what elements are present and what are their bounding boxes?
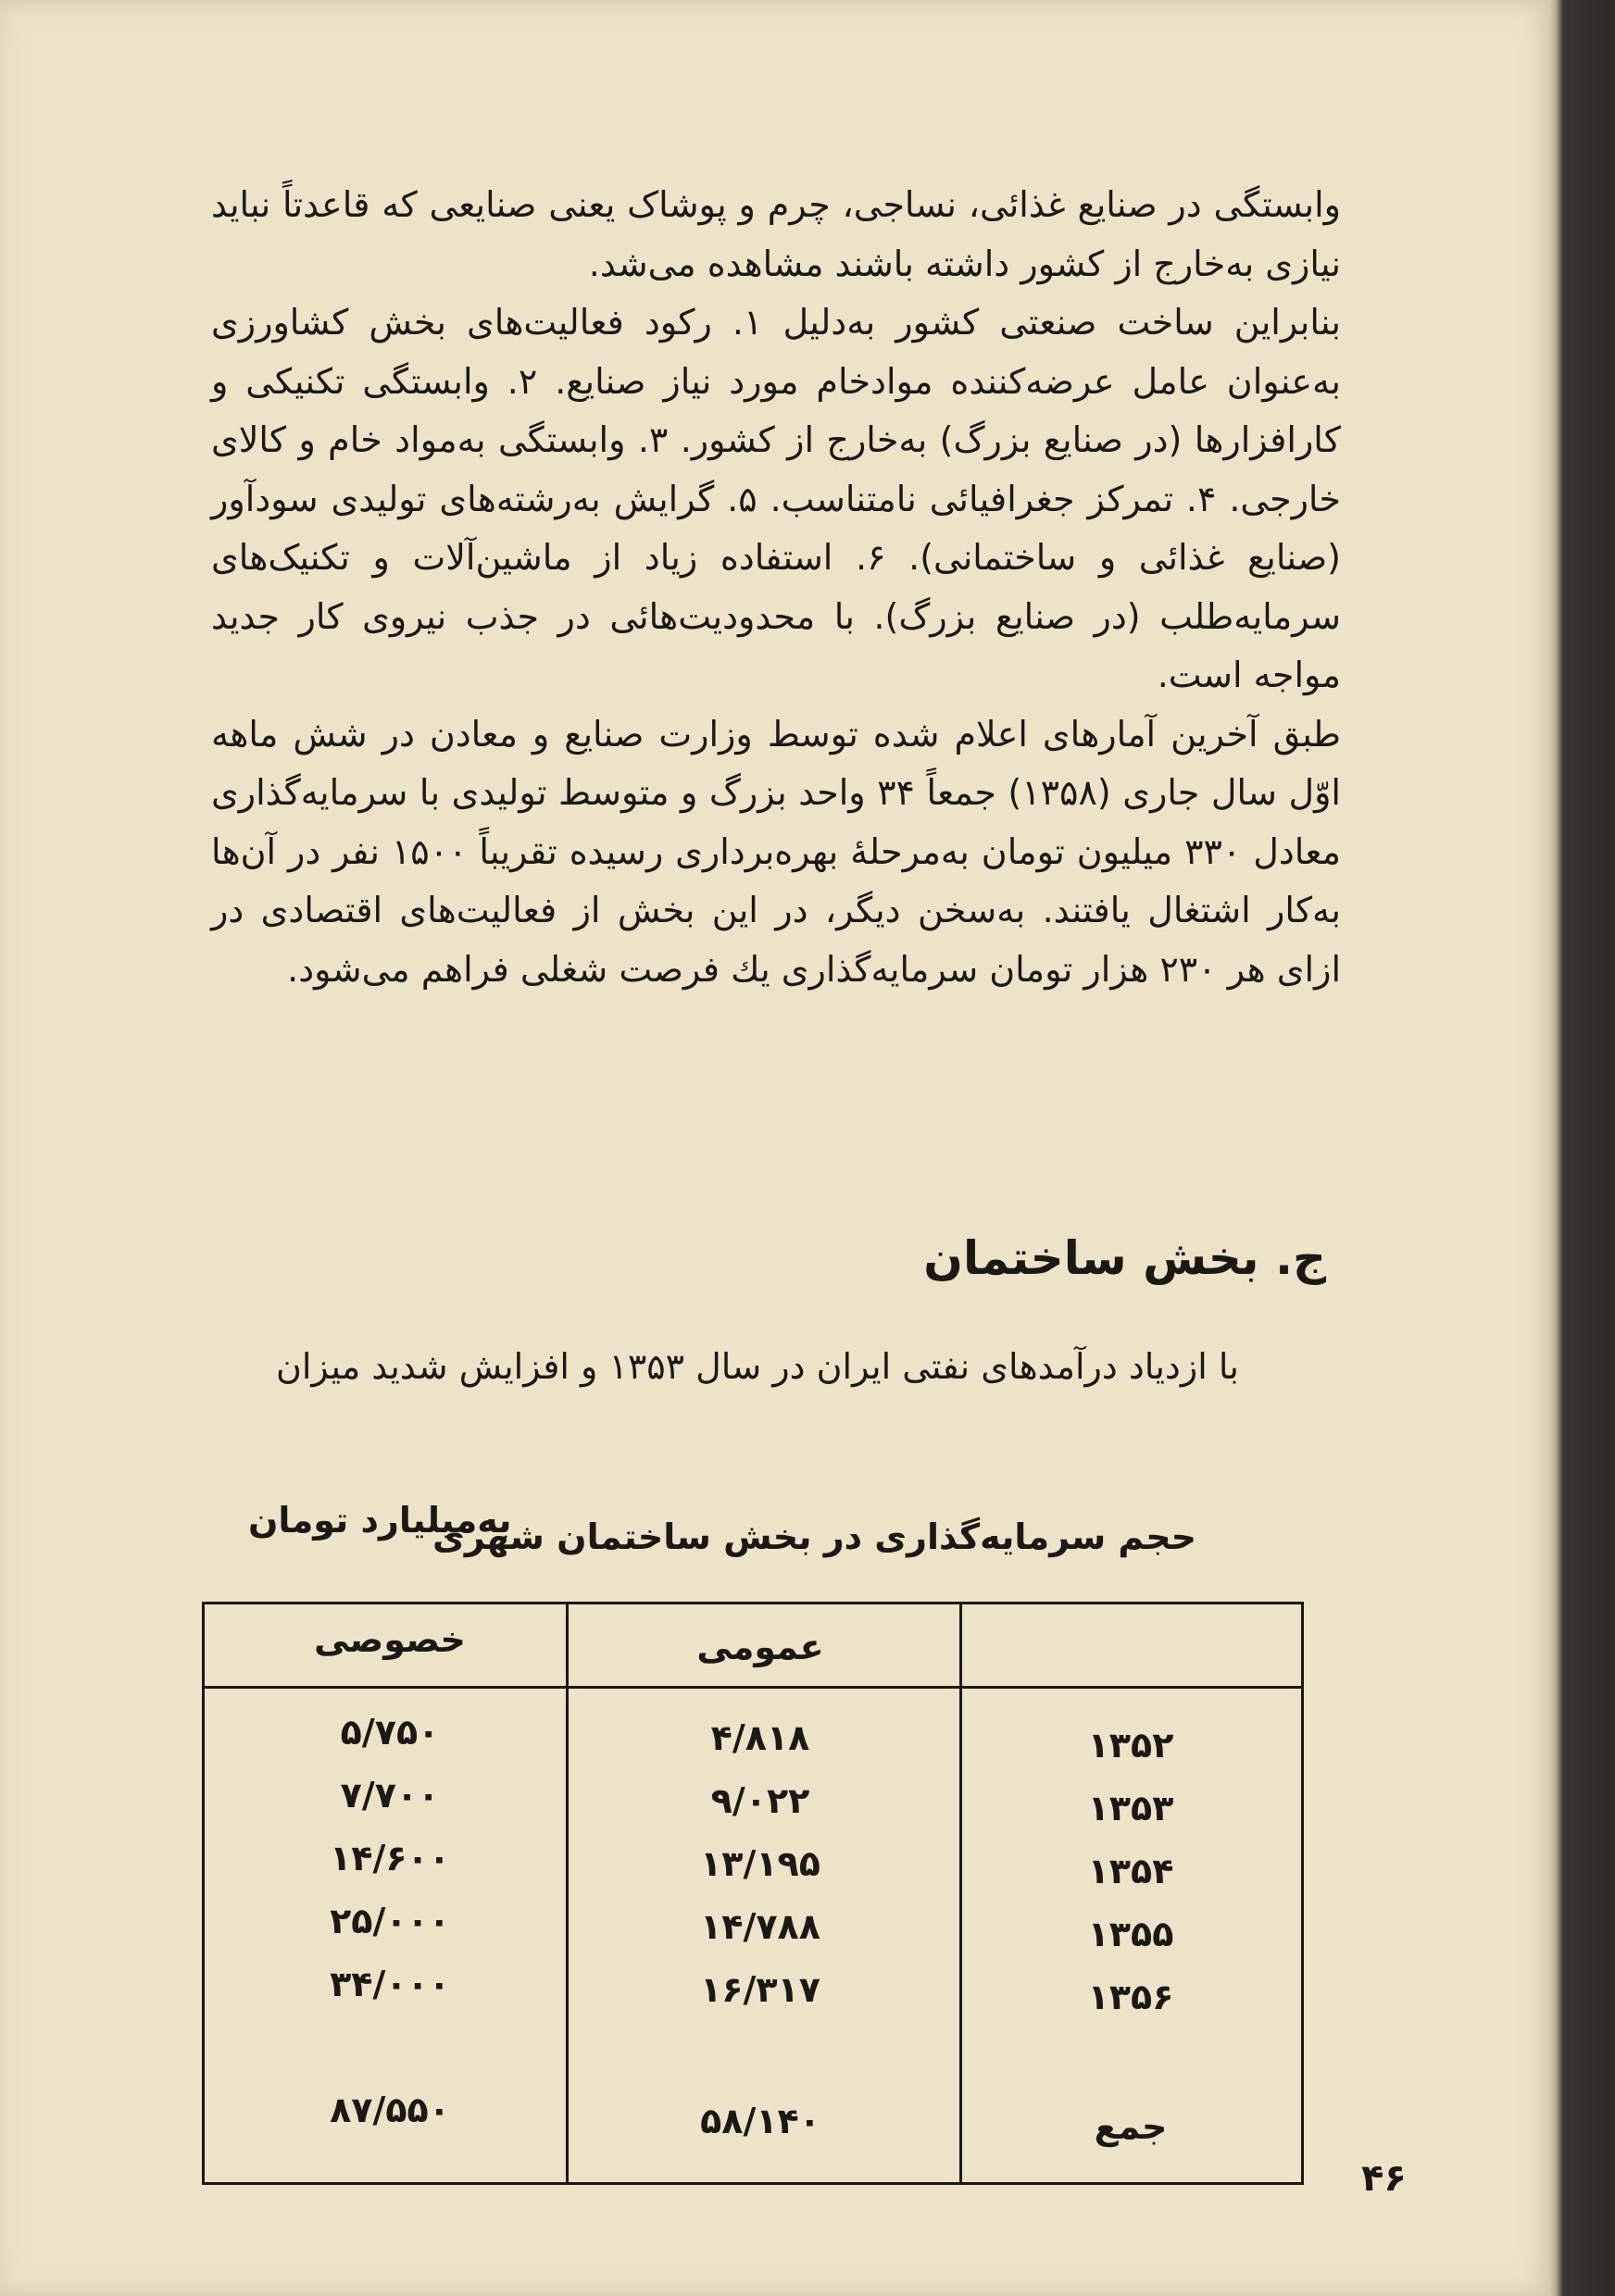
total-private: ۸۷/۵۵۰ — [330, 2090, 450, 2130]
table-title: حجم سرمایه‌گذاری در بخش ساختمان شهری — [432, 1516, 1196, 1557]
paragraph-2: بنابراین ساخت صنعتی کشور به‌دلیل ۱. رکود فعالیت‌های بخش کشاورزی به‌عنوان عامل عرضه‌کننده موادخام مورد نیاز صنایع. ۲. وابستگی تکنیکی و کارافزارها (در صنایع بزرگ) به‌خارج از کشور. ۳. وابستگی به‌مواد خام و کالای خارجی. ۴. تمرکز جغرافیائی نامتناسب. ۵. گرایش به‌رشته‌های تولیدی سودآور (صنایع غذائی و ساختمانی). ۶. استفاده زیاد از ماشین‌آلات و تکنیک‌های سرمایه‌طلب (در صنایع بزرگ). با محدودیت‌هائی در جذب نیروی کار جدید مواجه است. — [211, 302, 1342, 695]
row-private: ۲۵/۰۰۰ — [330, 1901, 450, 1941]
body-text — [211, 176, 1341, 999]
row-private: ۳۴/۰۰۰ — [330, 1964, 450, 2004]
header-public: عمومی — [696, 1627, 824, 1667]
row-public: ۹/۰۲۲ — [710, 1780, 810, 1821]
row-private: ۷/۷۰۰ — [340, 1775, 440, 1816]
row-private: ۵/۷۵۰ — [340, 1712, 440, 1753]
row-public: ۱۶/۳۱۷ — [700, 1969, 820, 2010]
paragraph-1: وابستگی در صنایع غذائی، نساجی، چرم و پوشاک یعنی صنایعی که قاعدتاً نباید نیازی به‌خارج از کشور داشته باشند مشاهده می‌شد. — [211, 184, 1341, 284]
investment-table — [202, 1602, 1304, 2185]
intro-sentence: با ازدیاد درآمدهای نفتی ایران در سال ۱۳۵۳ و افزایش شدید میزان — [275, 1346, 1239, 1387]
table-divider — [566, 1604, 569, 2182]
row-public: ۱۴/۷۸۸ — [700, 1906, 820, 1947]
row-private: ۱۴/۶۰۰ — [330, 1838, 450, 1878]
scan-edge — [1548, 0, 1615, 2296]
total-public: ۵۸/۱۴۰ — [700, 2101, 820, 2141]
total-label: جمع — [1094, 2106, 1168, 2147]
table-header-rule — [205, 1686, 1301, 1689]
row-year: ۱۳۵۲ — [1087, 1725, 1174, 1766]
row-public: ۱۳/۱۹۵ — [700, 1843, 820, 1884]
table-divider — [959, 1604, 962, 2182]
row-year: ۱۳۵۴ — [1087, 1851, 1174, 1891]
row-year: ۱۳۵۶ — [1087, 1977, 1174, 2017]
paragraph-3: طبق آخرین آمارهای اعلام شده توسط وزارت صنایع و معادن در شش ماهه اوّل سال جاری (۱۳۵۸) جمعاً ۳۴ واحد بزرگ و متوسط تولیدی با سرمایه‌گذاری معادل ۳۳۰ میلیون تومان به‌مرحلهٔ بهره‌برداری رسیده تقریباً ۱۵۰۰ نفر در آن‌ها به‌کار اشتغال یافتند. به‌سخن دیگر، در این بخش از فعالیت‌های اقتصادی در ازای هر ۲۳۰ هزار تومان سرمایه‌گذاری یك فرصت شغلی فراهم می‌شود. — [211, 713, 1342, 990]
page-number: ۴۶ — [1361, 2157, 1407, 2200]
row-year: ۱۳۵۳ — [1087, 1788, 1174, 1828]
row-public: ۴/۸۱۸ — [710, 1717, 810, 1758]
section-heading: ج. بخش ساختمان — [923, 1231, 1326, 1285]
header-private: خصوصی — [314, 1619, 466, 1660]
row-year: ۱۳۵۵ — [1087, 1914, 1174, 1954]
table-unit: به‌میلیارد تومان — [248, 1500, 512, 1541]
